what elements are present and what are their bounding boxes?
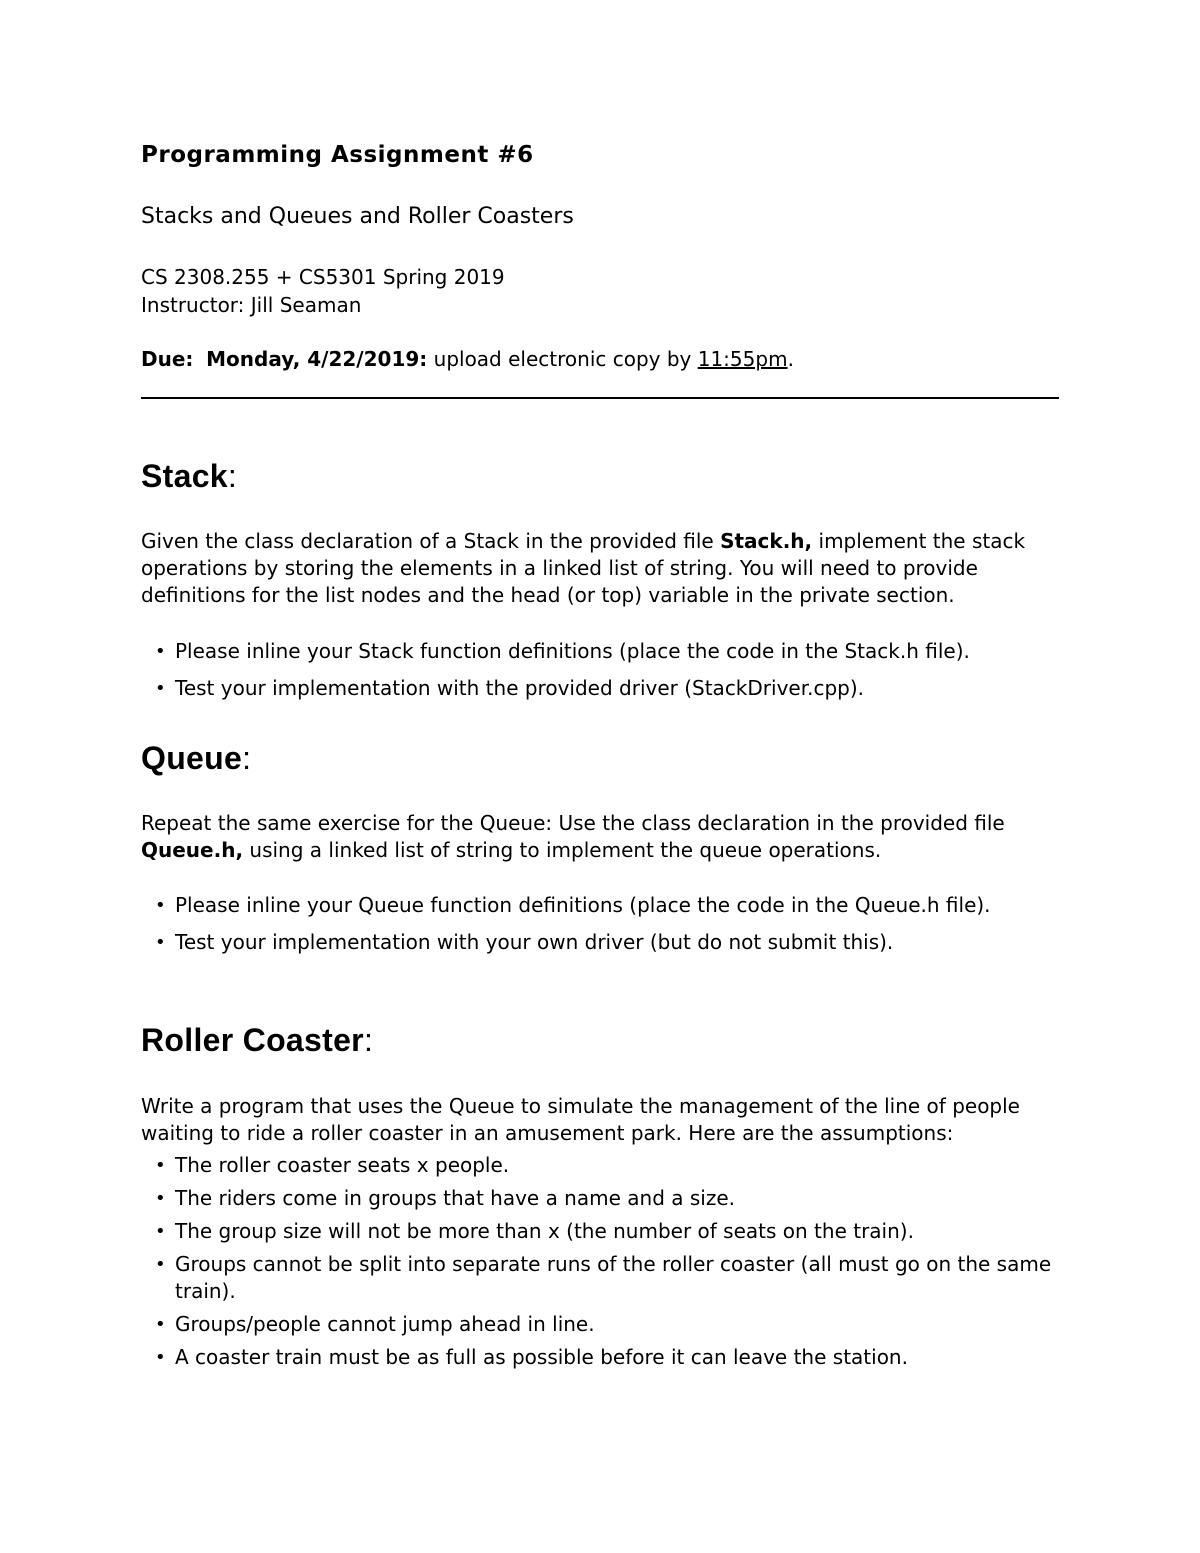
list-item-text: The riders come in groups that have a name and a size.	[175, 1186, 735, 1210]
roller-coaster-paragraph: Write a program that uses the Queue to simulate the management of the line of people waiting to ride a roller coaster in an amusement park. Here are the assumptions:	[141, 1094, 1020, 1145]
list-item-text: Test your implementation with your own driver (but do not submit this).	[175, 930, 894, 954]
list-item	[141, 638, 1061, 665]
bullet-icon: •	[155, 895, 166, 916]
list-item	[141, 929, 1061, 956]
stack-para-part2: implement the stack operations by storing the elements in a linked list of string. You will need to provide definitions for the list nodes and the head (or top) variable in the private section.	[141, 529, 1026, 607]
list-item	[141, 892, 1061, 919]
list-item-text: The roller coaster seats x people.	[175, 1153, 510, 1177]
bullet-icon: •	[155, 1155, 166, 1176]
roller-coaster-heading	[141, 1022, 1061, 1059]
due-label: Due:	[141, 347, 194, 371]
queue-heading-colon: :	[242, 740, 252, 776]
stack-paragraph	[141, 528, 1061, 609]
list-item-text: Please inline your Queue function definitions (place the code in the Queue.h file).	[175, 893, 991, 917]
stack-file-name: Stack.h,	[720, 529, 813, 553]
list-item-text: A coaster train must be as full as possible before it can leave the station.	[175, 1345, 908, 1369]
bullet-icon: •	[155, 1254, 166, 1275]
roller-coaster-bullet-list	[141, 1152, 1061, 1377]
queue-paragraph	[141, 810, 1061, 864]
bullet-icon: •	[155, 1347, 166, 1368]
page-subtitle: Stacks and Queues and Roller Coasters	[141, 204, 574, 229]
stack-heading-colon: :	[227, 458, 238, 494]
stack-bullet-list	[141, 638, 1061, 712]
list-item	[141, 1218, 1061, 1245]
list-item	[141, 1344, 1061, 1371]
list-item-text: Test your implementation with the provided driver (StackDriver.cpp).	[175, 676, 865, 700]
due-line	[141, 345, 1061, 373]
due-end: .	[787, 347, 794, 371]
stack-heading-text: Stack	[141, 458, 228, 494]
bullet-icon: •	[155, 641, 166, 662]
roller-coaster-heading-colon: :	[363, 1022, 374, 1058]
list-item	[141, 1311, 1061, 1338]
list-item	[141, 1251, 1061, 1305]
queue-file-name: Queue.h,	[141, 838, 244, 862]
queue-para-part2: using a linked list of string to implement the queue operations.	[243, 838, 882, 862]
list-item-text: Please inline your Stack function definitions (place the code in the Stack.h file).	[175, 639, 970, 663]
due-text: upload electronic copy by	[433, 347, 692, 371]
bullet-icon: •	[155, 1221, 166, 1242]
list-item-text: Groups/people cannot jump ahead in line.	[175, 1312, 595, 1336]
course-info	[141, 263, 1061, 319]
stack-para-part1: Given the class declaration of a Stack in the provided file	[141, 529, 721, 553]
bullet-icon: •	[155, 1188, 166, 1209]
course-line: CS 2308.255 + CS5301 Spring 2019	[141, 265, 505, 289]
list-item	[141, 1152, 1061, 1179]
instructor-line: Instructor: Jill Seaman	[141, 293, 362, 317]
stack-heading	[141, 458, 1061, 495]
list-item	[141, 1185, 1061, 1212]
roller-coaster-heading-text: Roller Coaster	[141, 1022, 364, 1058]
page-title: Programming Assignment #6	[141, 142, 534, 168]
list-item-text: Groups cannot be split into separate runs of the roller coaster (all must go on the same train).	[175, 1252, 1052, 1303]
queue-heading-text: Queue	[141, 740, 243, 776]
queue-heading	[141, 740, 1061, 777]
bullet-icon: •	[155, 932, 166, 953]
horizontal-rule	[141, 397, 1059, 399]
list-item	[141, 675, 1061, 702]
due-date: Monday, 4/22/2019:	[206, 347, 428, 371]
bullet-icon: •	[155, 678, 166, 699]
due-time: 11:55pm	[697, 347, 788, 371]
bullet-icon: •	[155, 1314, 166, 1335]
queue-bullet-list	[141, 892, 1061, 966]
queue-para-part1: Repeat the same exercise for the Queue: Use the class declaration in the provided file	[141, 811, 1005, 835]
list-item-text: The group size will not be more than x (the number of seats on the train).	[175, 1219, 914, 1243]
